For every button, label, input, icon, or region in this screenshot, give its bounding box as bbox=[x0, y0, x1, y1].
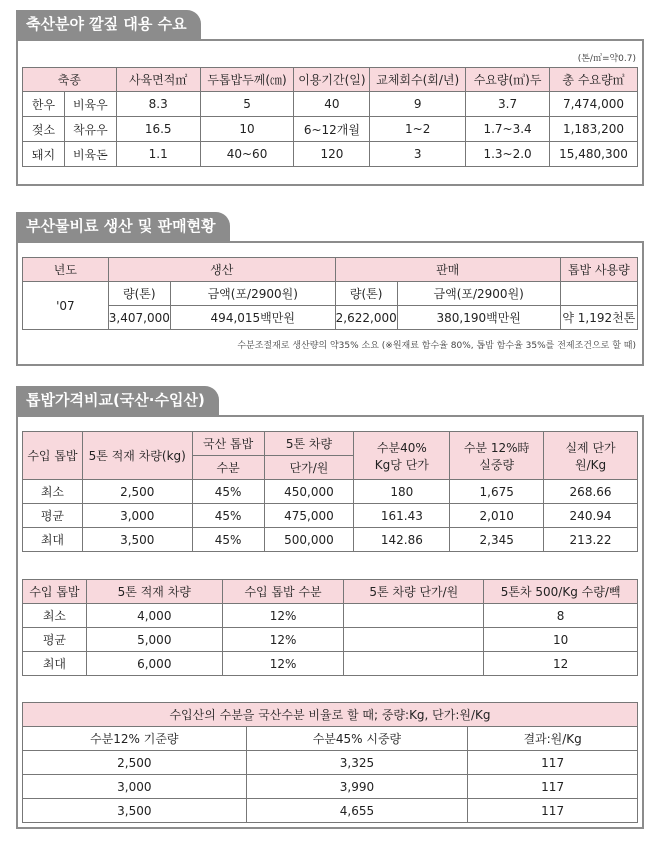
cell: 비육우 bbox=[64, 92, 116, 117]
table-row bbox=[23, 92, 638, 117]
table-row bbox=[23, 480, 638, 504]
cell: 117 bbox=[468, 799, 638, 823]
cell: 2,500 bbox=[23, 751, 247, 775]
cell bbox=[344, 628, 484, 652]
header-cell: 단가/원 bbox=[264, 456, 354, 480]
cell: 40 bbox=[294, 92, 370, 117]
sub-header-cell: 량(톤) bbox=[335, 282, 397, 306]
cell: 12% bbox=[222, 652, 344, 676]
cell: 5,000 bbox=[86, 628, 222, 652]
header-cell: 생산 bbox=[108, 258, 335, 282]
cell: 1~2 bbox=[370, 117, 466, 142]
cell: 3,000 bbox=[82, 504, 192, 528]
header-cell: 5톤 차량 bbox=[264, 432, 354, 456]
panel bbox=[16, 415, 644, 829]
cell: 117 bbox=[468, 775, 638, 799]
header-cell: 수분45% 시중량 bbox=[246, 727, 468, 751]
cell: 1.1 bbox=[116, 142, 200, 167]
table-header-row bbox=[23, 68, 638, 92]
cell bbox=[344, 604, 484, 628]
cell: 475,000 bbox=[264, 504, 354, 528]
header-cell: 수입 톱밥 bbox=[23, 432, 83, 480]
header-cell: 수요량(㎥)두 bbox=[466, 68, 550, 92]
cell: 3,500 bbox=[23, 799, 247, 823]
table-row bbox=[23, 117, 638, 142]
cell: 3.7 bbox=[466, 92, 550, 117]
table-caption-row bbox=[23, 703, 638, 727]
header-cell: 국산 톱밥 bbox=[192, 432, 264, 456]
cell: 2,345 bbox=[450, 528, 544, 552]
cell: 120 bbox=[294, 142, 370, 167]
cell: 268.66 bbox=[544, 480, 638, 504]
cell: 최소 bbox=[23, 604, 87, 628]
cell: 12% bbox=[222, 604, 344, 628]
header-line: 실제 단가 bbox=[565, 440, 616, 455]
cell: 12% bbox=[222, 628, 344, 652]
header-cell: 수분 bbox=[192, 456, 264, 480]
cell: 3,990 bbox=[246, 775, 468, 799]
header-cell bbox=[544, 432, 638, 480]
cell: 10 bbox=[200, 117, 294, 142]
cell: 돼지 bbox=[23, 142, 65, 167]
table-row bbox=[23, 604, 638, 628]
cell: 2,622,000 bbox=[335, 306, 397, 330]
header-cell: 교체회수(회/년) bbox=[370, 68, 466, 92]
price-compare-table bbox=[22, 431, 638, 552]
unit-note: (톤/㎥=약0.7) bbox=[577, 54, 636, 64]
cell: 3,407,000 bbox=[108, 306, 170, 330]
cell: 최소 bbox=[23, 480, 83, 504]
header-cell: 5톤차 500/Kg 수량/빽 bbox=[484, 580, 638, 604]
sub-header-cell: 금액(포/2900원) bbox=[170, 282, 335, 306]
header-cell: 년도 bbox=[23, 258, 109, 282]
header-cell: 수입 톱밥 수분 bbox=[222, 580, 344, 604]
cell: 213.22 bbox=[544, 528, 638, 552]
cell: 비육돈 bbox=[64, 142, 116, 167]
header-line: Kg당 단가 bbox=[374, 457, 429, 472]
cell: 7,474,000 bbox=[550, 92, 638, 117]
cell: 2,010 bbox=[450, 504, 544, 528]
table-row bbox=[23, 751, 638, 775]
cell: 40~60 bbox=[200, 142, 294, 167]
panel bbox=[16, 241, 644, 366]
cell: 240.94 bbox=[544, 504, 638, 528]
cell: 3,500 bbox=[82, 528, 192, 552]
table-row bbox=[23, 282, 638, 306]
header-cell: 결과:원/Kg bbox=[468, 727, 638, 751]
header-line: 원/Kg bbox=[574, 457, 607, 472]
header-cell: 두톱밥두께(㎝) bbox=[200, 68, 294, 92]
cell: 최대 bbox=[23, 652, 87, 676]
cell: 1.3~2.0 bbox=[466, 142, 550, 167]
cell: 10 bbox=[484, 628, 638, 652]
cell: 45% bbox=[192, 528, 264, 552]
header-line: 실중량 bbox=[479, 457, 515, 472]
header-cell: 5톤 적재 차량(kg) bbox=[82, 432, 192, 480]
table-row bbox=[23, 528, 638, 552]
header-cell: 5톤 차량 단가/원 bbox=[344, 580, 484, 604]
cell: 9 bbox=[370, 92, 466, 117]
cell: 15,480,300 bbox=[550, 142, 638, 167]
footnote: 수분조절재로 생산량의 약35% 소요 (※원재료 함수율 80%, 톱밥 함수율 35%를 전제조건으로 할 때) bbox=[237, 341, 636, 351]
section-title: 톱밥가격비교(국산·수입산) bbox=[16, 386, 219, 415]
fertilizer-table bbox=[22, 257, 638, 330]
header-line: 수분40% bbox=[376, 440, 427, 455]
header-cell: 수분12% 기준량 bbox=[23, 727, 247, 751]
cell: 380,190백만원 bbox=[397, 306, 560, 330]
table-header-row bbox=[23, 432, 638, 456]
table-header-row bbox=[23, 580, 638, 604]
cell: 평균 bbox=[23, 628, 87, 652]
header-cell bbox=[450, 432, 544, 480]
header-cell: 수입 톱밥 bbox=[23, 580, 87, 604]
import-volume-table bbox=[22, 579, 638, 676]
cell: 한우 bbox=[23, 92, 65, 117]
cell: 16.5 bbox=[116, 117, 200, 142]
cell: 1,183,200 bbox=[550, 117, 638, 142]
header-cell: 톱밥 사용량 bbox=[560, 258, 637, 282]
table-header-row bbox=[23, 258, 638, 282]
table-header-row bbox=[23, 727, 638, 751]
cell: 494,015백만원 bbox=[170, 306, 335, 330]
cell: 161.43 bbox=[354, 504, 450, 528]
header-cell bbox=[354, 432, 450, 480]
header-cell: 이용기간(일) bbox=[294, 68, 370, 92]
table-row bbox=[23, 799, 638, 823]
header-cell: 축종 bbox=[23, 68, 117, 92]
cell bbox=[344, 652, 484, 676]
cell: 1,675 bbox=[450, 480, 544, 504]
table-row bbox=[23, 775, 638, 799]
livestock-demand-table bbox=[22, 67, 638, 167]
year-cell: '07 bbox=[23, 282, 109, 330]
cell: 12 bbox=[484, 652, 638, 676]
header-cell: 총 수요량㎥ bbox=[550, 68, 638, 92]
cell: 142.86 bbox=[354, 528, 450, 552]
cell: 8 bbox=[484, 604, 638, 628]
header-cell: 판매 bbox=[335, 258, 560, 282]
header-cell: 5톤 적재 차량 bbox=[86, 580, 222, 604]
cell: 4,000 bbox=[86, 604, 222, 628]
cell: 착유우 bbox=[64, 117, 116, 142]
table-row bbox=[23, 142, 638, 167]
sub-header-cell: 량(톤) bbox=[108, 282, 170, 306]
cell: 180 bbox=[354, 480, 450, 504]
panel bbox=[16, 39, 644, 186]
cell: 117 bbox=[468, 751, 638, 775]
cell: 45% bbox=[192, 504, 264, 528]
table-caption: 수입산의 수분을 국산수분 비율로 할 때; 중량:Kg, 단가:원/Kg bbox=[23, 703, 638, 727]
header-line: 수분 12%時 bbox=[463, 440, 530, 455]
table-row bbox=[23, 504, 638, 528]
cell: 2,500 bbox=[82, 480, 192, 504]
section-title: 부산물비료 생산 및 판매현황 bbox=[16, 212, 230, 241]
cell: 약 1,192천톤 bbox=[560, 306, 637, 330]
cell: 45% bbox=[192, 480, 264, 504]
cell: 3 bbox=[370, 142, 466, 167]
cell bbox=[560, 282, 637, 306]
cell: 450,000 bbox=[264, 480, 354, 504]
cell: 3,325 bbox=[246, 751, 468, 775]
cell: 최대 bbox=[23, 528, 83, 552]
cell: 4,655 bbox=[246, 799, 468, 823]
cell: 젖소 bbox=[23, 117, 65, 142]
table-row bbox=[23, 306, 638, 330]
cell: 6,000 bbox=[86, 652, 222, 676]
cell: 5 bbox=[200, 92, 294, 117]
cell: 500,000 bbox=[264, 528, 354, 552]
table-row bbox=[23, 628, 638, 652]
cell: 평균 bbox=[23, 504, 83, 528]
header-cell: 사육면적㎡ bbox=[116, 68, 200, 92]
cell: 6~12개월 bbox=[294, 117, 370, 142]
section-title: 축산분야 깔짚 대용 수요 bbox=[16, 10, 201, 39]
cell: 3,000 bbox=[23, 775, 247, 799]
moisture-ratio-table bbox=[22, 702, 638, 823]
table-row bbox=[23, 652, 638, 676]
sub-header-cell: 금액(포/2900원) bbox=[397, 282, 560, 306]
cell: 8.3 bbox=[116, 92, 200, 117]
cell: 1.7~3.4 bbox=[466, 117, 550, 142]
